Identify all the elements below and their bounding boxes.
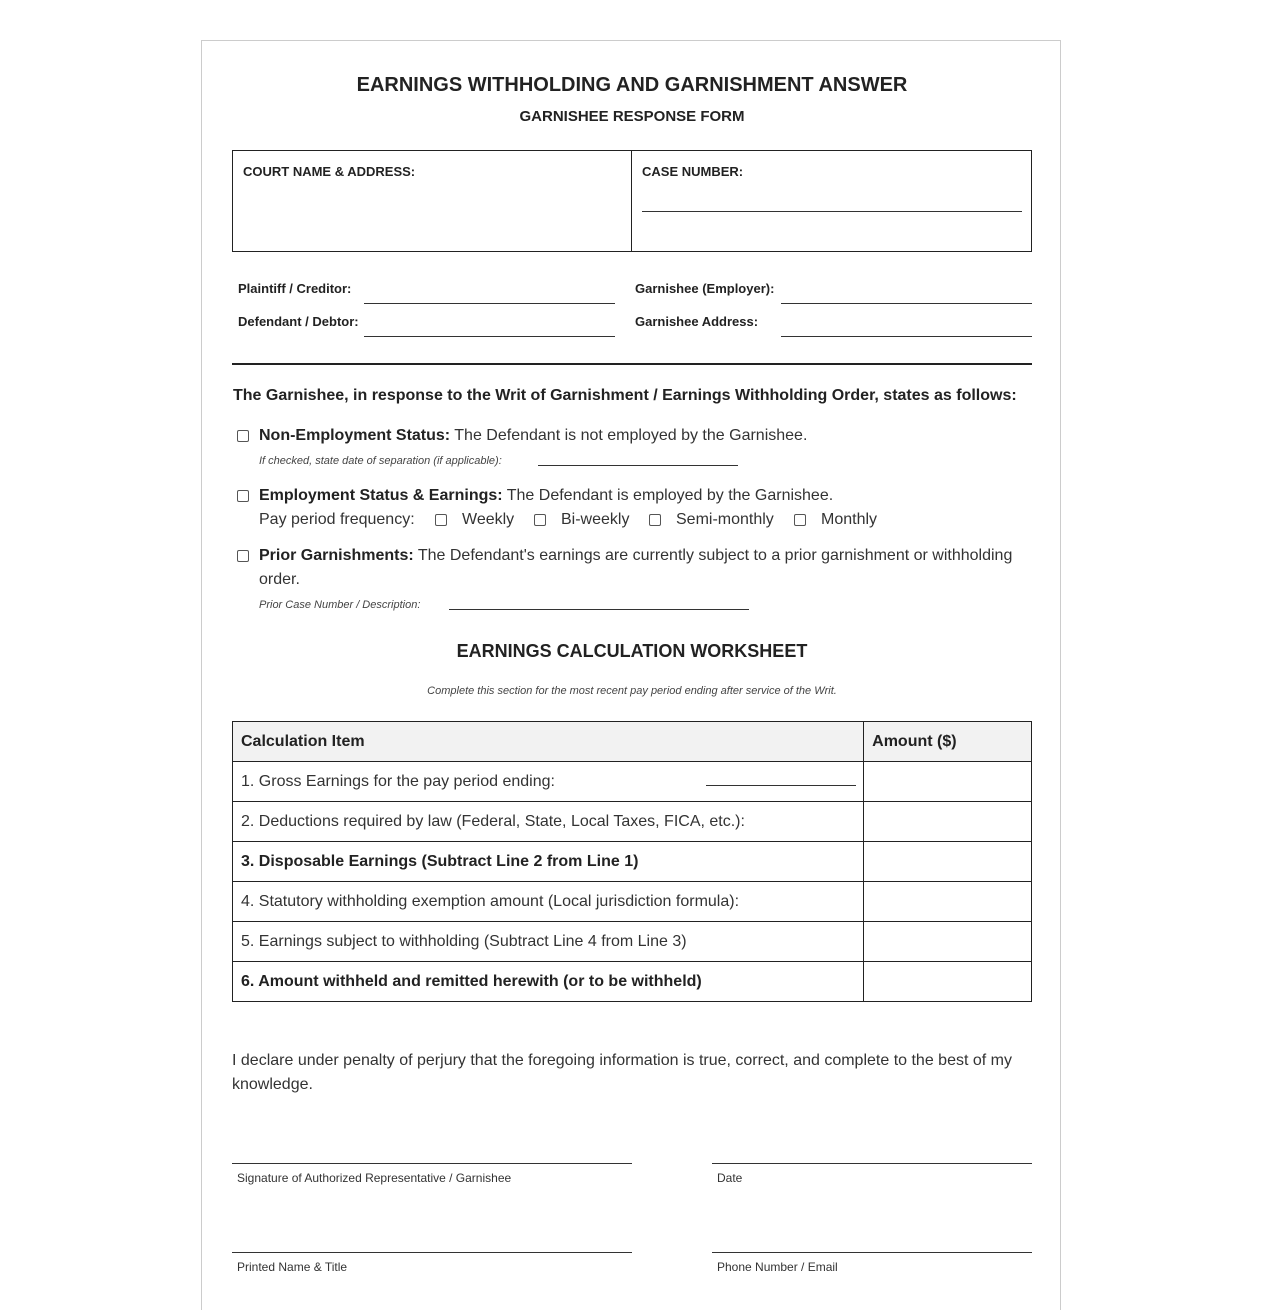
weekly-checkbox[interactable] xyxy=(435,514,447,526)
amount-cell-amount-withheld[interactable] xyxy=(864,962,1032,1002)
worksheet-title: EARNINGS CALCULATION WORKSHEET xyxy=(456,641,808,661)
row-item-exemption: 4. Statutory withholding exemption amount (Local jurisdiction formula): xyxy=(233,882,864,922)
biweekly-checkbox[interactable] xyxy=(534,514,546,526)
non-employment-description: The Defendant is not employed by the Garnishee. xyxy=(450,427,808,444)
plaintiff-label: Plaintiff / Creditor: xyxy=(238,281,352,296)
non-employment-text xyxy=(259,427,807,445)
form-subtitle: GARNISHEE RESPONSE FORM xyxy=(519,108,745,125)
prior-garnishments-text xyxy=(259,547,1012,565)
amount-cell-exemption[interactable] xyxy=(864,882,1032,922)
signature-label: Signature of Authorized Representative / Garnishee xyxy=(237,1171,512,1185)
garnishee-field[interactable] xyxy=(781,303,1032,304)
weekly-label: Weekly xyxy=(462,511,515,528)
column-header-amount: Amount ($) xyxy=(864,722,1032,762)
employment-checkbox[interactable] xyxy=(237,490,249,502)
employment-text xyxy=(259,487,833,505)
row-item-disposable-earnings: 3. Disposable Earnings (Subtract Line 2 from Line 1) xyxy=(233,842,864,882)
amount-cell-deductions[interactable] xyxy=(864,802,1032,842)
garnishee-label: Garnishee (Employer): xyxy=(635,281,775,296)
table-row xyxy=(233,802,1032,842)
semimonthly-label: Semi-monthly xyxy=(676,511,774,528)
printed-name-label: Printed Name & Title xyxy=(237,1260,348,1274)
prior-garnishments-heading: Prior Garnishments: xyxy=(259,547,414,564)
case-number-field[interactable] xyxy=(642,211,1022,212)
signature-field[interactable] xyxy=(232,1163,632,1164)
amount-cell-disposable-earnings[interactable] xyxy=(864,842,1032,882)
biweekly-label: Bi-weekly xyxy=(561,511,630,528)
date-field[interactable] xyxy=(712,1163,1032,1164)
table-row xyxy=(233,842,1032,882)
form-page xyxy=(201,40,1061,1310)
amount-cell-gross-earnings[interactable] xyxy=(864,762,1032,802)
employment-heading: Employment Status & Earnings: xyxy=(259,487,503,504)
perjury-declaration: I declare under penalty of perjury that the foregoing information is true, correct, and complete to the best of my knowledge. xyxy=(232,1052,1012,1093)
court-box xyxy=(232,150,632,252)
plaintiff-field[interactable] xyxy=(364,303,615,304)
court-name-label: COURT NAME & ADDRESS: xyxy=(243,164,416,179)
pay-period-ending-field[interactable] xyxy=(706,785,856,786)
prior-garnishments-checkbox[interactable] xyxy=(237,550,249,562)
worksheet-note: Complete this section for the most recent pay period ending after service of the Writ. xyxy=(427,685,837,697)
separation-date-field[interactable] xyxy=(538,465,738,466)
form-title: EARNINGS WITHHOLDING AND GARNISHMENT ANSWER xyxy=(356,74,908,96)
defendant-label: Defendant / Debtor: xyxy=(238,314,359,329)
monthly-checkbox[interactable] xyxy=(794,514,806,526)
table-row xyxy=(233,762,1032,802)
prior-garnishments-description: The Defendant's earnings are currently subject to a prior garnishment or withholding xyxy=(413,547,1013,564)
intro-statement: The Garnishee, in response to the Writ of Garnishment / Earnings Withholding Order, states as follows: xyxy=(233,387,1017,404)
table-row xyxy=(233,922,1032,962)
employment-description: The Defendant is employed by the Garnishee. xyxy=(502,487,834,504)
amount-cell-subject-to-withholding[interactable] xyxy=(864,922,1032,962)
contact-label: Phone Number / Email xyxy=(717,1260,838,1274)
non-employment-heading: Non-Employment Status: xyxy=(259,427,451,444)
date-label: Date xyxy=(717,1171,743,1185)
row-label: 1. Gross Earnings for the pay period ending: xyxy=(241,772,555,790)
printed-name-field[interactable] xyxy=(232,1252,632,1253)
row-item-subject-to-withholding: 5. Earnings subject to withholding (Subtract Line 4 from Line 3) xyxy=(233,922,864,962)
calculation-table xyxy=(232,721,1032,1002)
case-number-label: CASE NUMBER: xyxy=(642,164,744,179)
row-item-amount-withheld: 6. Amount withheld and remitted herewith (or to be withheld) xyxy=(233,962,864,1002)
table-header-row xyxy=(233,722,1032,762)
semimonthly-checkbox[interactable] xyxy=(649,514,661,526)
row-item-gross-earnings xyxy=(233,762,864,802)
column-header-item: Calculation Item xyxy=(233,722,864,762)
pay-frequency-label: Pay period frequency: xyxy=(259,511,415,528)
prior-garnishments-continuation: order. xyxy=(259,571,300,588)
table-row xyxy=(233,882,1032,922)
section-divider xyxy=(232,363,1032,365)
defendant-field[interactable] xyxy=(364,336,615,337)
row-item-deductions: 2. Deductions required by law (Federal, State, Local Taxes, FICA, etc.): xyxy=(233,802,864,842)
prior-case-note: Prior Case Number / Description: xyxy=(259,599,421,611)
table-row xyxy=(233,962,1032,1002)
garnishee-address-label: Garnishee Address: xyxy=(635,314,759,329)
garnishee-address-field[interactable] xyxy=(781,336,1032,337)
contact-field[interactable] xyxy=(712,1252,1032,1253)
case-number-box xyxy=(631,150,1032,252)
monthly-label: Monthly xyxy=(821,511,878,528)
separation-date-note: If checked, state date of separation (if applicable): xyxy=(259,455,502,467)
prior-case-field[interactable] xyxy=(449,609,749,610)
non-employment-checkbox[interactable] xyxy=(237,430,249,442)
